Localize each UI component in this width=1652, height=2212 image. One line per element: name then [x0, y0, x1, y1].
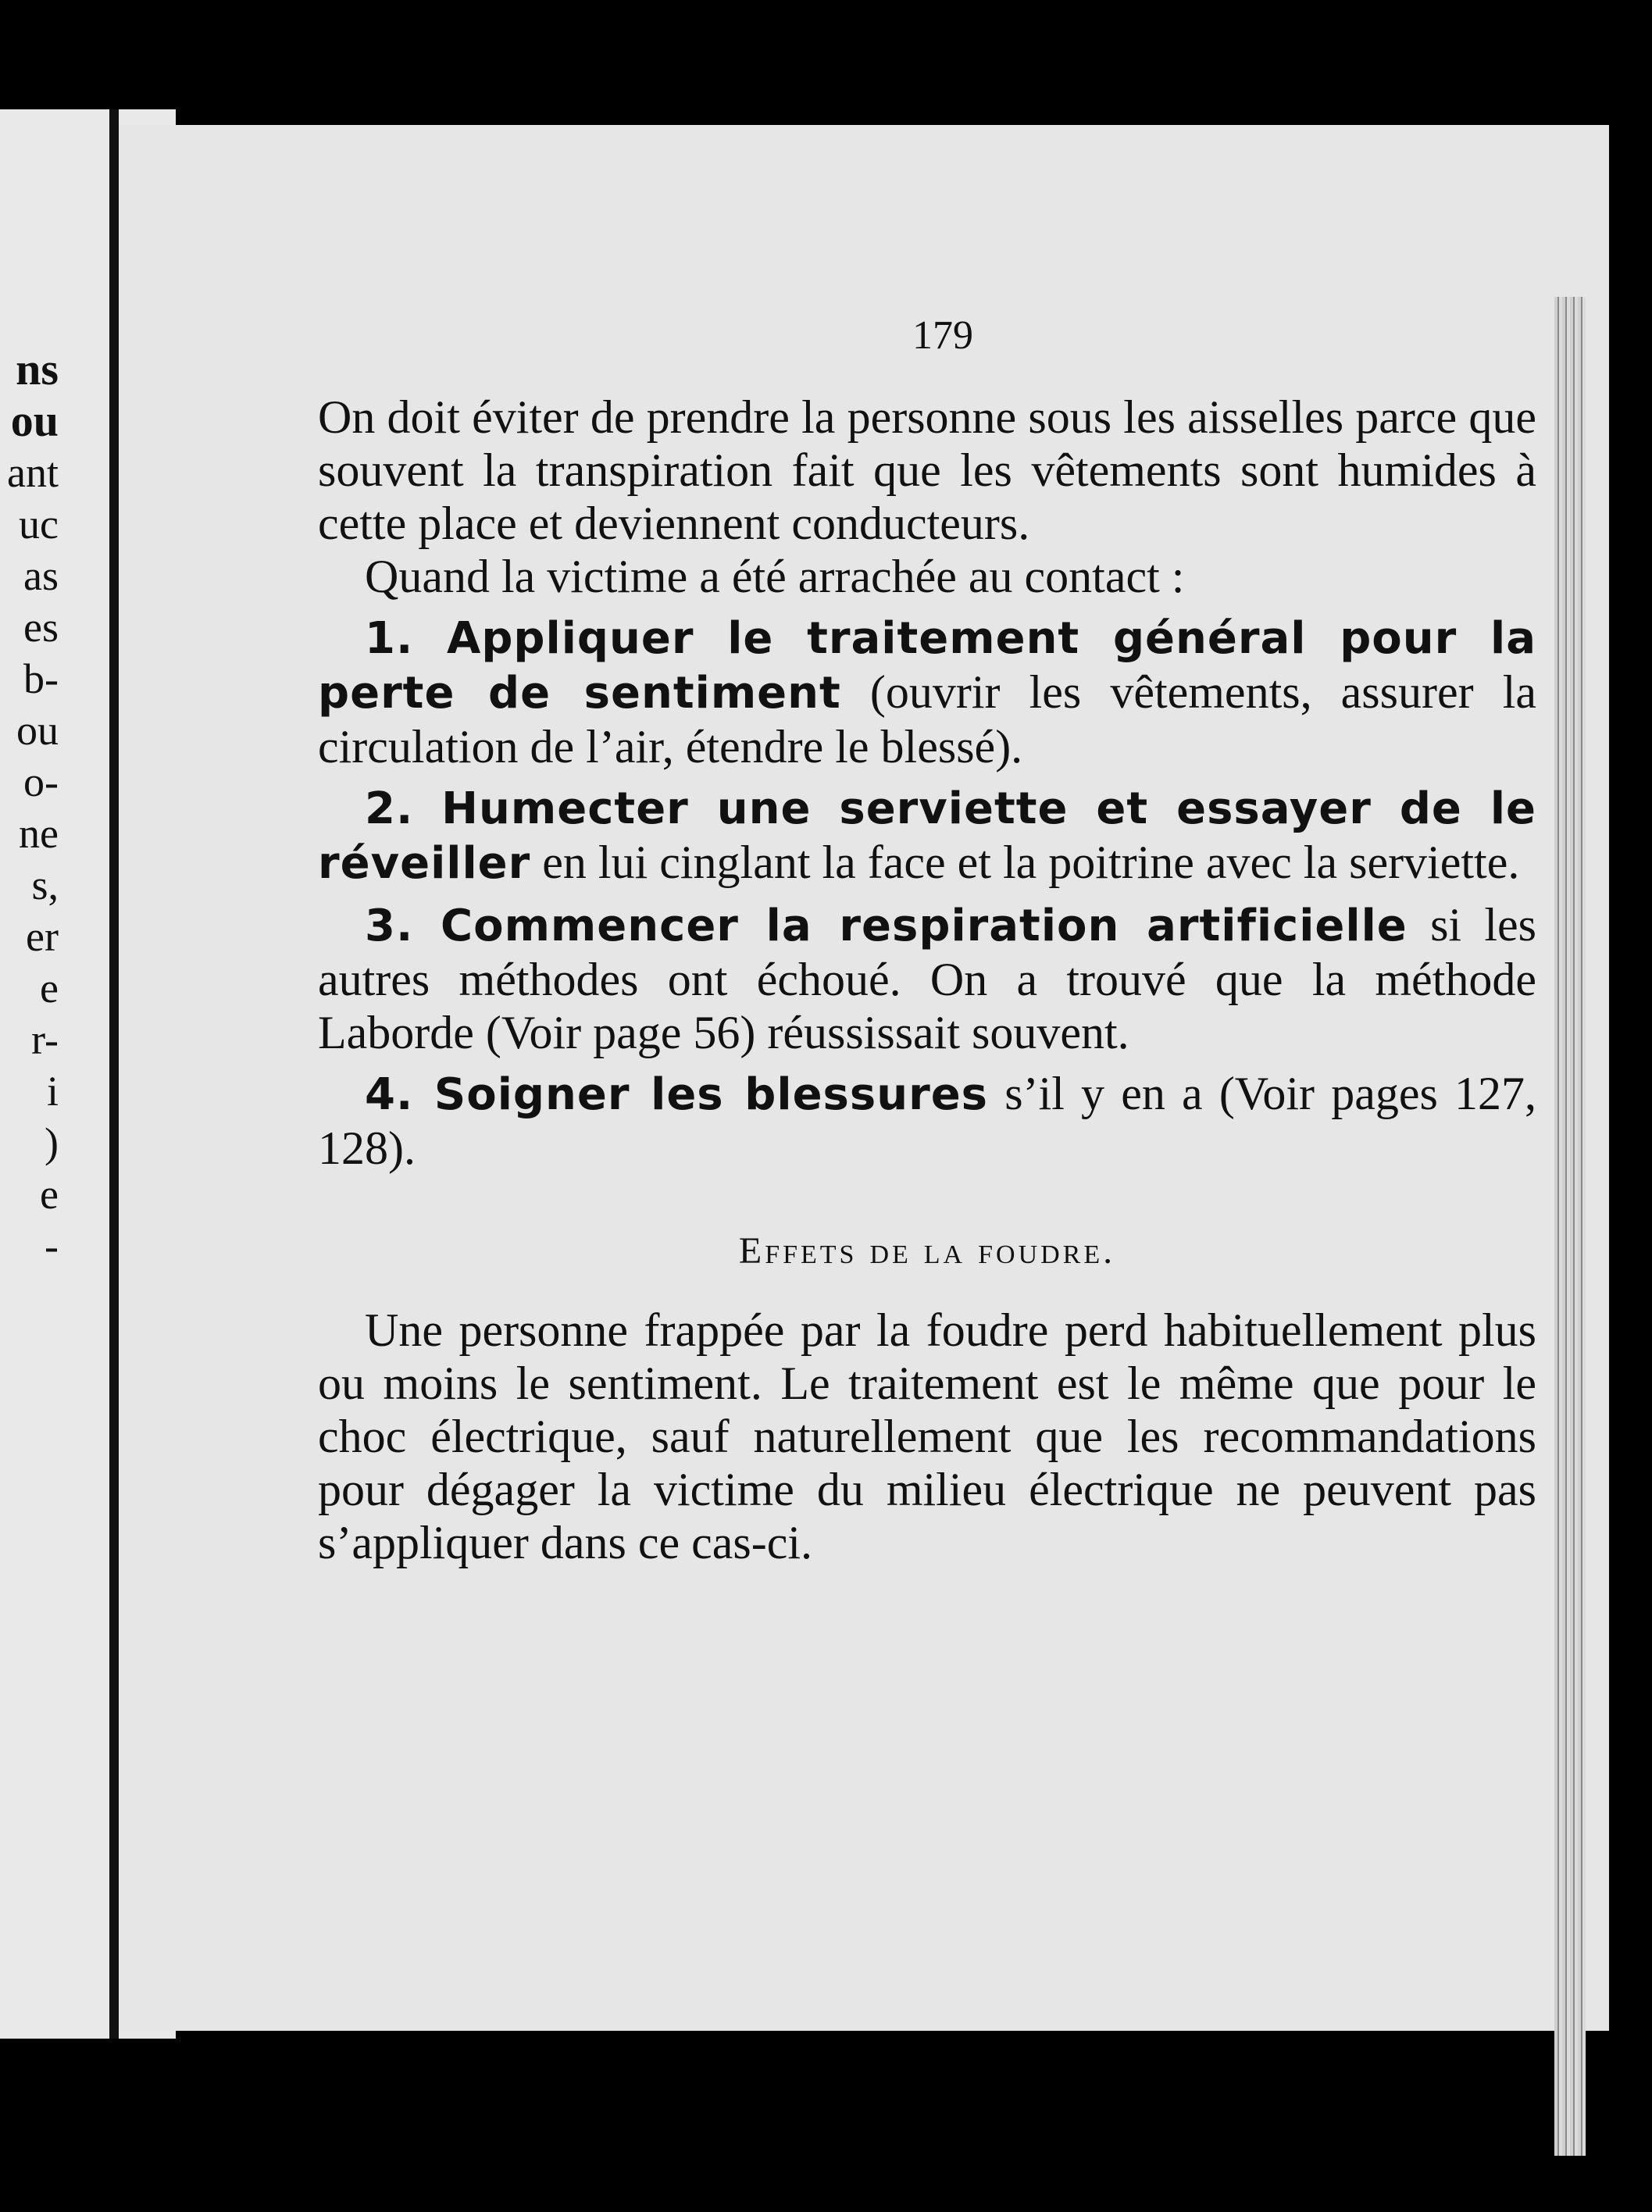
previous-page-fragment: o- [23, 758, 59, 805]
previous-page-fragment: e [40, 1171, 59, 1218]
book-gutter [109, 109, 119, 2039]
page-content [318, 305, 1536, 1569]
step-item-2 [318, 781, 1536, 890]
section-title-text: Effets de la foudre. [738, 1230, 1116, 1272]
previous-page-fragment: es [23, 604, 59, 651]
step-item-3 [318, 898, 1536, 1059]
step-text: si les autres méthodes ont échoué. On a trouvé que la méthode Laborde (Voir page 56) réussissait souvent. [318, 899, 1537, 1058]
previous-page-fragment: ne [19, 810, 59, 857]
previous-page-fragment: - [45, 1222, 59, 1269]
previous-page-fragment: i [46, 1068, 59, 1115]
page-number: 179 [912, 313, 973, 358]
previous-page-fragment: ns [16, 344, 59, 394]
previous-page-fragment: e [40, 965, 59, 1011]
previous-page-fragment: ant [7, 449, 59, 496]
step-heading: 2. Humecter une serviette et essayer de le réveiller [318, 783, 1536, 889]
intro-paragraph: On doit éviter de prendre la personne sous les aisselles parce que souvent la transpiration fait que les vêtements sont humides à cette place et deviennent conducteurs. [318, 391, 1536, 549]
previous-page-fragment: ou [10, 395, 59, 446]
step-text: (ouvrir les vêtements, assurer la circulation de l’air, étendre le blessé). [318, 666, 1536, 772]
section-title [318, 1229, 1536, 1272]
step-item-1 [318, 611, 1536, 773]
previous-page-fragment: b- [23, 655, 59, 702]
step-text: en lui cinglant la face et la poitrine avec la serviette. [530, 837, 1520, 888]
step-heading: 1. Appliquer le traitement général pour la perte de sentiment [318, 613, 1536, 719]
previous-page-fragment: ou [16, 707, 59, 754]
previous-page-fragment: er [26, 913, 59, 960]
previous-page-fragment: s, [31, 862, 59, 908]
previous-page-fragment: uc [19, 501, 59, 548]
previous-page-fragment: ) [45, 1119, 59, 1166]
step-item-4 [318, 1067, 1536, 1175]
closing-paragraph: Une personne frappée par la foudre perd habituellement plus ou moins le sentiment. Le traitement est le même que pour le choc électrique, sauf naturellement que les recommandations pour dégager la victime du milieu électrique ne peuvent pas s’appliquer dans ce cas-ci. [318, 1304, 1536, 1568]
previous-page-fragment: r- [31, 1016, 59, 1063]
book-page [119, 125, 1609, 2031]
step-text: s’il y en a (Voir pages 127, 128). [318, 1068, 1536, 1174]
step-heading: 3. Commencer la respiration artificielle [365, 901, 1408, 951]
step-heading: 4. Soigner les blessures [365, 1069, 989, 1120]
previous-page-fragment: as [23, 552, 59, 599]
lead-paragraph: Quand la victime a été arrachée au contact : [365, 551, 1185, 602]
page-edge-stack [1554, 297, 1586, 2156]
previous-page-text-fragments [0, 344, 59, 1437]
